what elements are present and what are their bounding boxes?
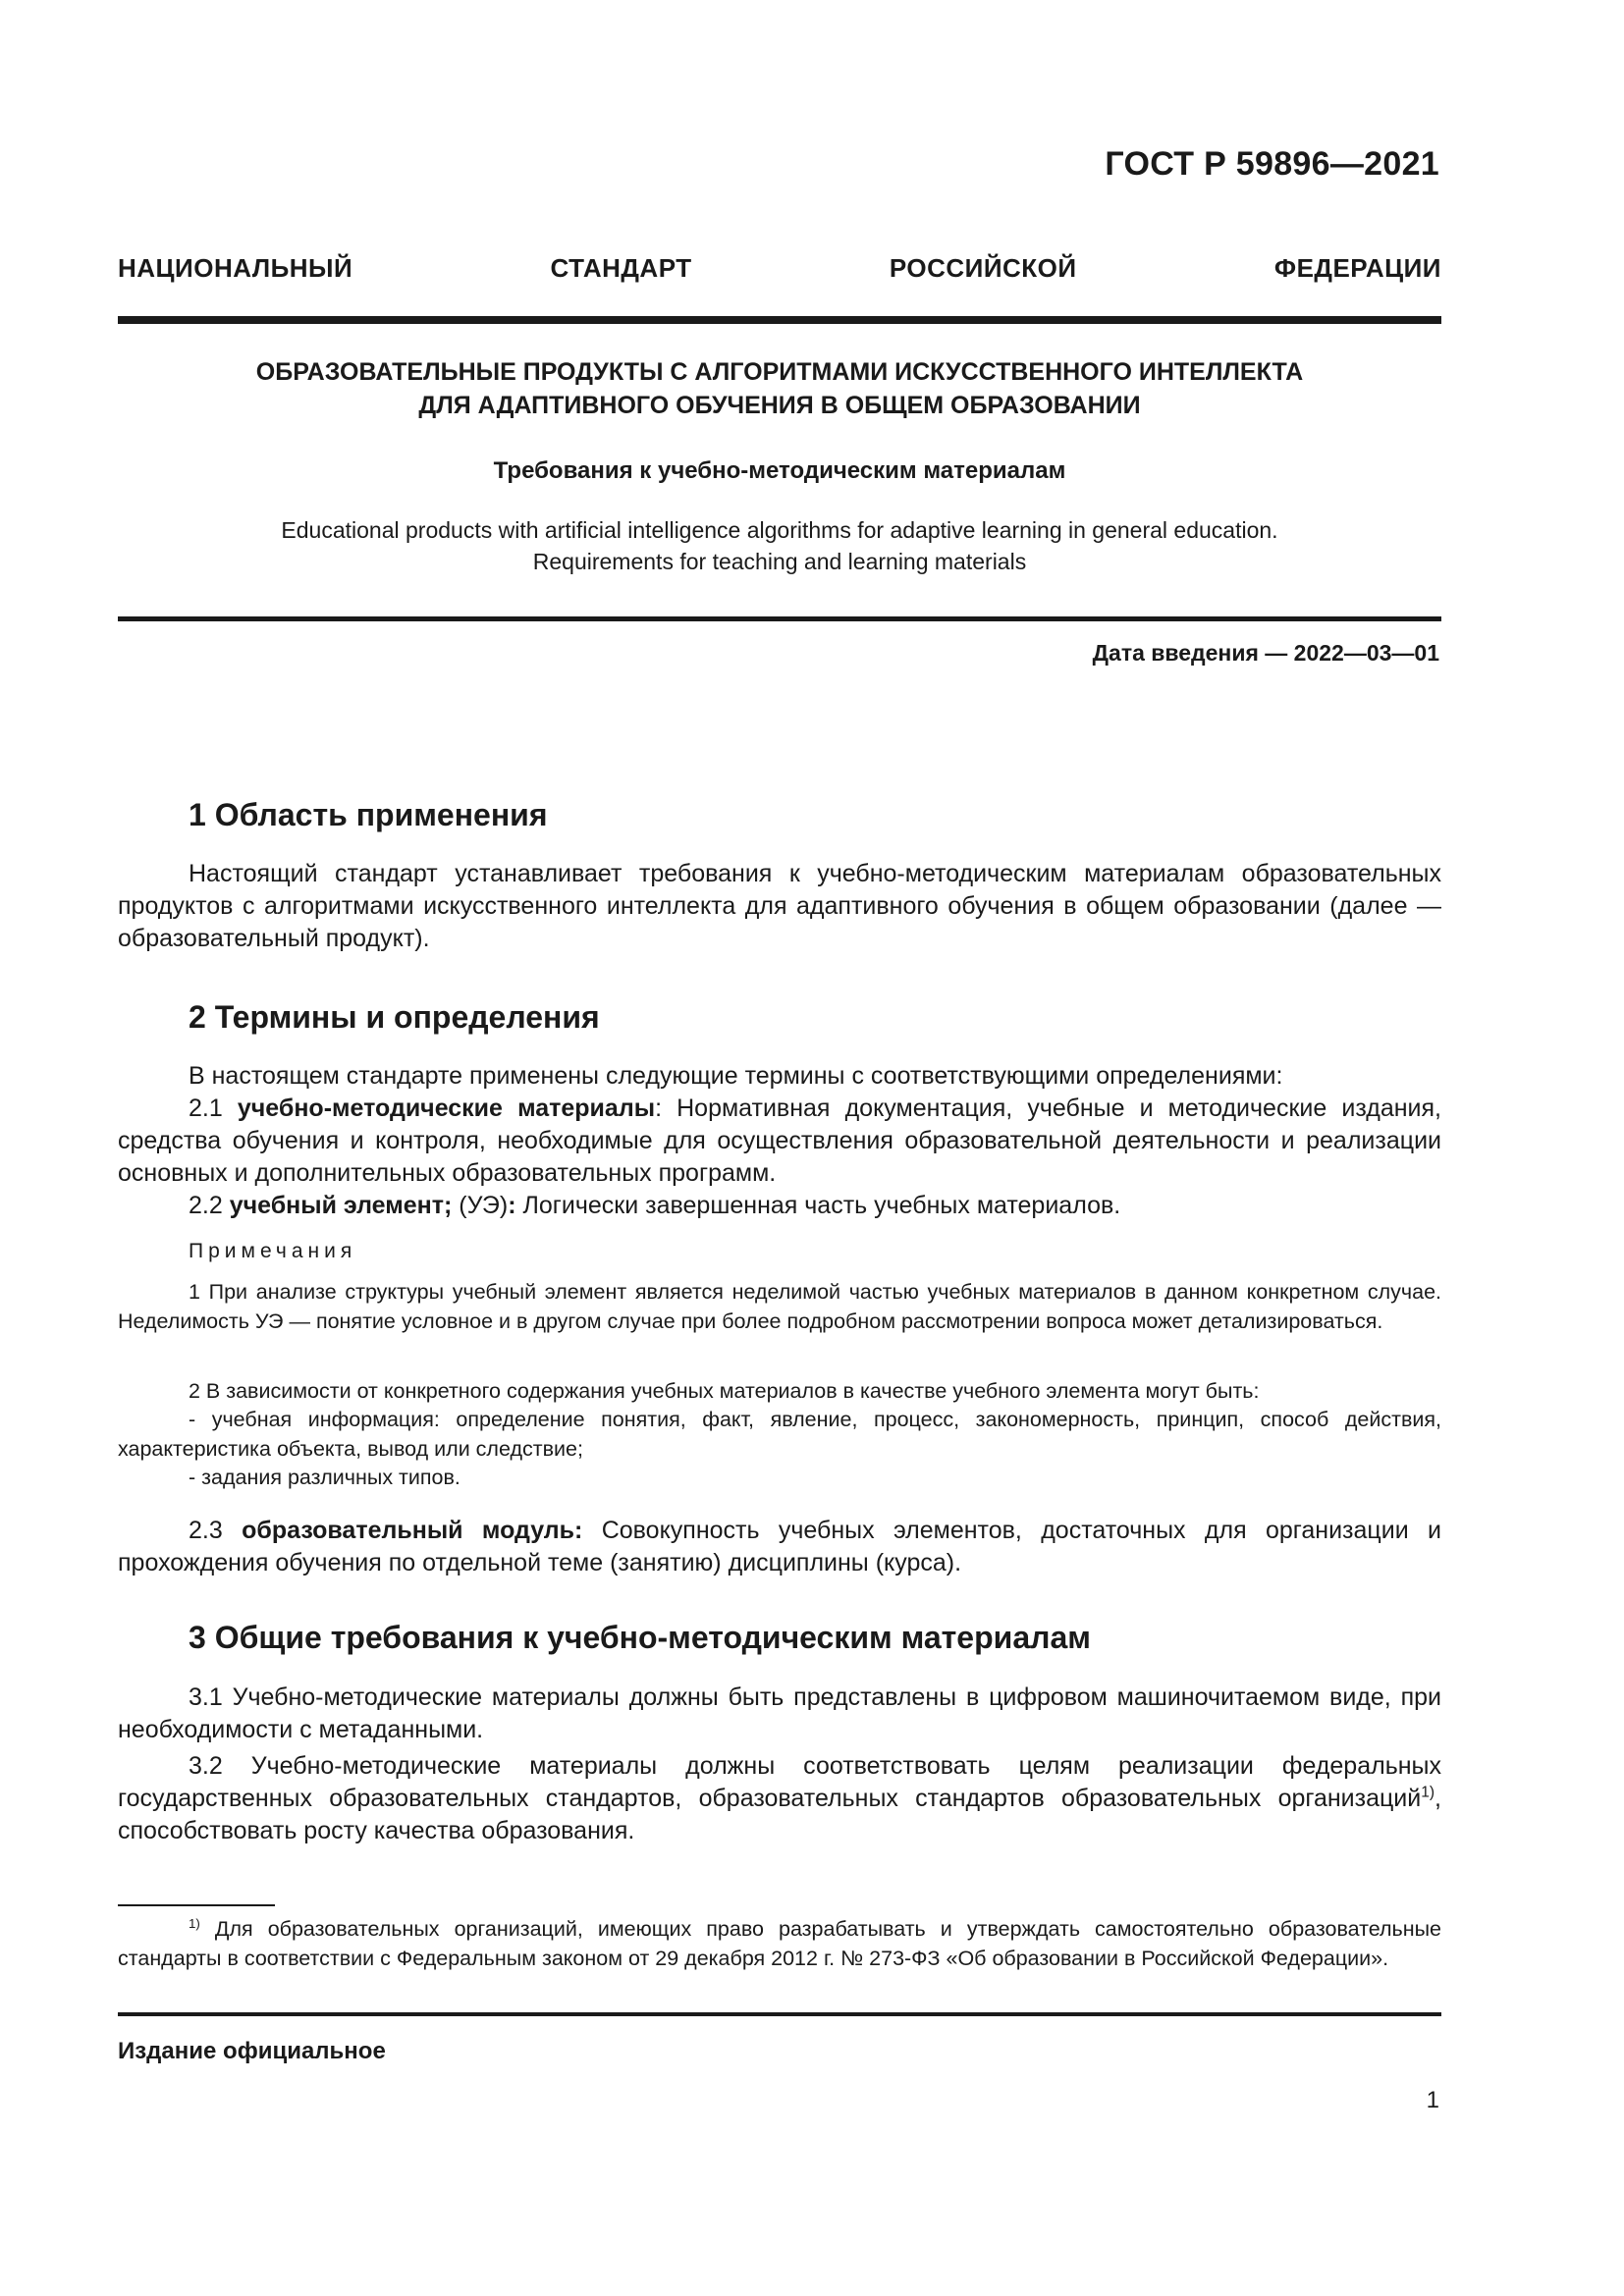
term-name: учебно-методические материалы	[237, 1095, 656, 1122]
term-name: образовательный модуль:	[242, 1517, 583, 1544]
official-edition: Издание официальное	[118, 2038, 386, 2064]
title-line-1: ОБРАЗОВАТЕЛЬНЫЕ ПРОДУКТЫ С АЛГОРИТМАМИ ИСКУССТВЕННОГО ИНТЕЛЛЕКТА	[255, 358, 1304, 386]
title-rule	[118, 616, 1441, 621]
section-1-heading	[189, 797, 548, 833]
footer-rule	[118, 2012, 1441, 2016]
term-colon: :	[508, 1192, 516, 1219]
term-number: 2.3	[189, 1517, 223, 1544]
page-number: 1	[1426, 2087, 1439, 2113]
paragraph-text: 3.2 Учебно-методические материалы должны соответствовать целям реализации федеральных государственных образовательных стандартов, образовательных стандартов образовательных организаций	[118, 1752, 1441, 1812]
note-2: 2 В зависимости от конкретного содержания учебных материалов в качестве учебного элемента могут быть:	[189, 1379, 1260, 1403]
header-rule	[118, 316, 1441, 324]
gost-number: ГОСТ Р 59896—2021	[1105, 145, 1439, 183]
section-3-paragraph-1: 3.1 Учебно-методические материалы должны быть представлены в цифровом машиночитаемом виде, при необходимости с метаданными.	[118, 1683, 1441, 1743]
term-name: учебный элемент;	[229, 1192, 453, 1219]
title-line-2: ДЛЯ АДАПТИВНОГО ОБУЧЕНИЯ В ОБЩЕМ ОБРАЗОВАНИИ	[418, 392, 1141, 419]
english-title	[118, 514, 1441, 577]
term-number: 2.2	[189, 1192, 223, 1219]
section-1-text: Настоящий стандарт устанавливает требования к учебно-методическим материалам образовательных продуктов с алгоритмами искусственного интеллекта для адаптивного обучения в общем образовании (далее — образовательный продукт).	[118, 860, 1441, 952]
term-2-3	[118, 1515, 1441, 1579]
term-2-1	[118, 1093, 1441, 1190]
document-subtitle: Требования к учебно-методическим материалам	[493, 457, 1066, 484]
footnote-text: Для образовательных организаций, имеющих право разрабатывать и утверждать самостоятельно образовательные стандарты в соответствии с Федеральным законом от 29 декабря 2012 г. № 273-ФЗ «Об образовании в Российской Федерации».	[118, 1917, 1441, 1970]
section-3-heading	[189, 1620, 1091, 1656]
term-2-2	[118, 1190, 1441, 1222]
note-2-item-1: - учебная информация: определение понятия, факт, явление, процесс, закономерность, принцип, способ действия, характеристика объекта, вывод или следствие;	[118, 1408, 1441, 1461]
section-1-title: 1 Область применения	[189, 797, 548, 832]
notes-heading: Примечания	[189, 1240, 357, 1262]
note-1: 1 При анализе структуры учебный элемент является неделимой частью учебных материалов в данном конкретном случае. Неделимость УЭ — понятие условное и в другом случае при более подробном рассмотрении вопроса может детализироваться.	[118, 1280, 1441, 1333]
section-2-heading	[189, 999, 600, 1036]
paragraph-text-end: , способствовать росту качества образования.	[118, 1785, 1441, 1844]
document-title	[118, 355, 1441, 422]
term-abbreviation: (УЭ)	[452, 1192, 509, 1219]
footnote-reference: 1)	[1421, 1784, 1435, 1801]
term-definition: Совокупность учебных элементов, достаточных для организации и прохождения обучения по отдельной теме (занятию) дисциплины (курса).	[118, 1517, 1441, 1576]
term-definition: Логически завершенная часть учебных материалов.	[515, 1192, 1121, 1219]
footnote-marker: 1)	[189, 1916, 200, 1932]
section-2-title: 2 Термины и определения	[189, 999, 600, 1035]
note-2-item-2: - задания различных типов.	[189, 1466, 460, 1489]
national-standard-heading: НАЦИОНАЛЬНЫЙ СТАНДАРТ РОССИЙСКОЙ ФЕДЕРАЦИИ	[118, 253, 1441, 283]
term-definition: : Нормативная документация, учебные и методические издания, средства обучения и контроля, необходимые для осуществления образовательной деятельности и реализации основных и дополнительных образовательных программ.	[118, 1095, 1441, 1187]
footnote	[118, 1914, 1441, 1973]
footnote-separator	[118, 1904, 275, 1906]
section-3-paragraph-2	[118, 1750, 1441, 1847]
introduction-date: Дата введения — 2022—03—01	[1092, 640, 1439, 666]
section-2-intro: В настоящем стандарте применены следующие термины с соответствующими определениями:	[189, 1062, 1283, 1090]
term-number: 2.1	[189, 1095, 223, 1122]
english-title-line-2: Requirements for teaching and learning materials	[532, 549, 1027, 574]
english-title-line-1: Educational products with artificial intelligence algorithms for adaptive learning in general education.	[281, 517, 1278, 543]
section-3-title: 3 Общие требования к учебно-методическим материалам	[189, 1620, 1091, 1655]
